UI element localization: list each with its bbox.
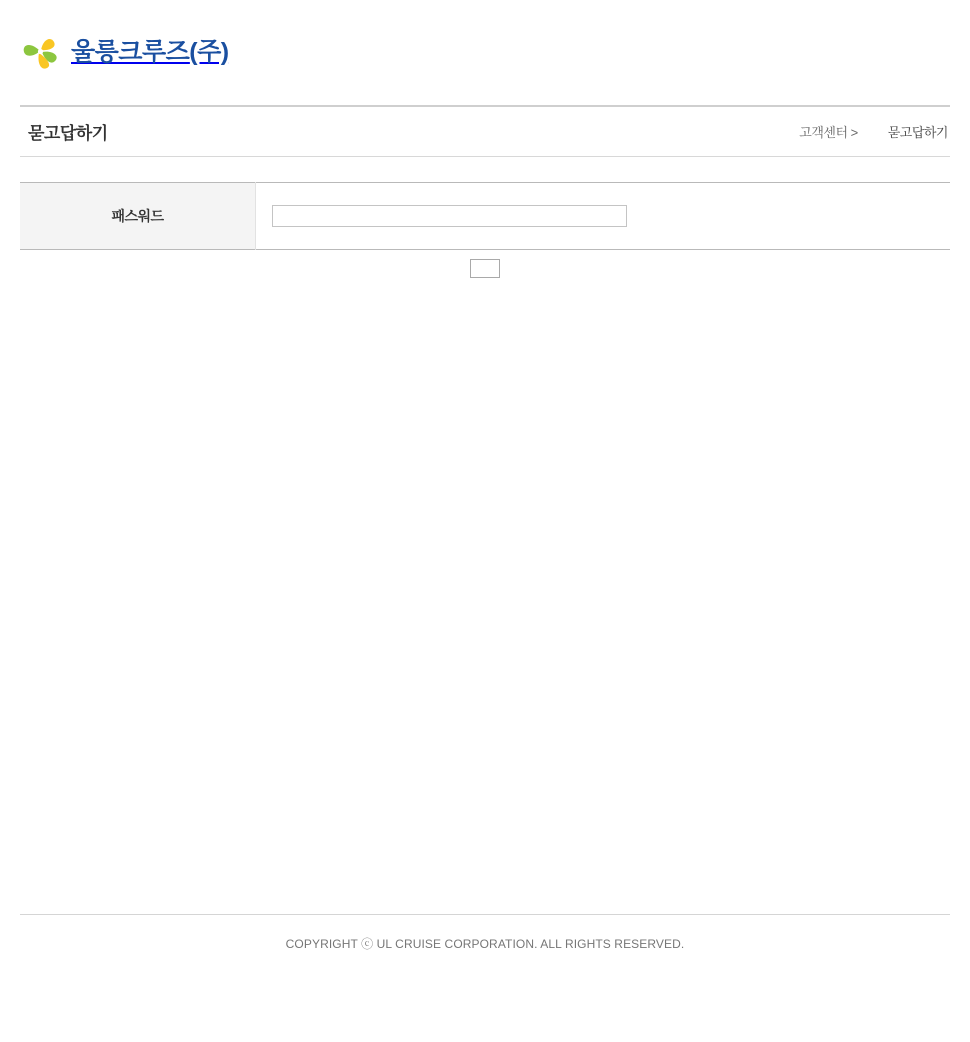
table-row <box>20 183 950 250</box>
brand-name <box>71 40 229 65</box>
submit-button-row <box>20 250 950 282</box>
ullung-cruise-logo-icon <box>20 32 62 74</box>
submit-button[interactable] <box>470 259 500 278</box>
main-content <box>20 157 950 282</box>
password-input[interactable] <box>272 205 627 227</box>
breadcrumb-parent[interactable]: 고객센터 > <box>799 125 858 140</box>
brand-name-main: 울릉크루즈 <box>71 38 190 66</box>
copyright-text: COPYRIGHT ⓒ UL CRUISE CORPORATION. ALL RIGHTS RESERVED. <box>285 937 685 951</box>
site-header <box>0 0 970 105</box>
page-title: 묻고답하기 <box>28 124 108 143</box>
breadcrumb-current: 묻고답하기 <box>887 125 948 140</box>
brand-name-suffix: (주) <box>189 38 229 66</box>
password-label: 패스워드 <box>20 183 256 250</box>
breadcrumb <box>799 122 950 141</box>
page-title-bar <box>20 105 950 157</box>
site-logo-link[interactable] <box>20 32 229 74</box>
site-footer <box>20 914 950 952</box>
password-field-cell <box>256 183 951 250</box>
password-form-table <box>20 182 950 250</box>
